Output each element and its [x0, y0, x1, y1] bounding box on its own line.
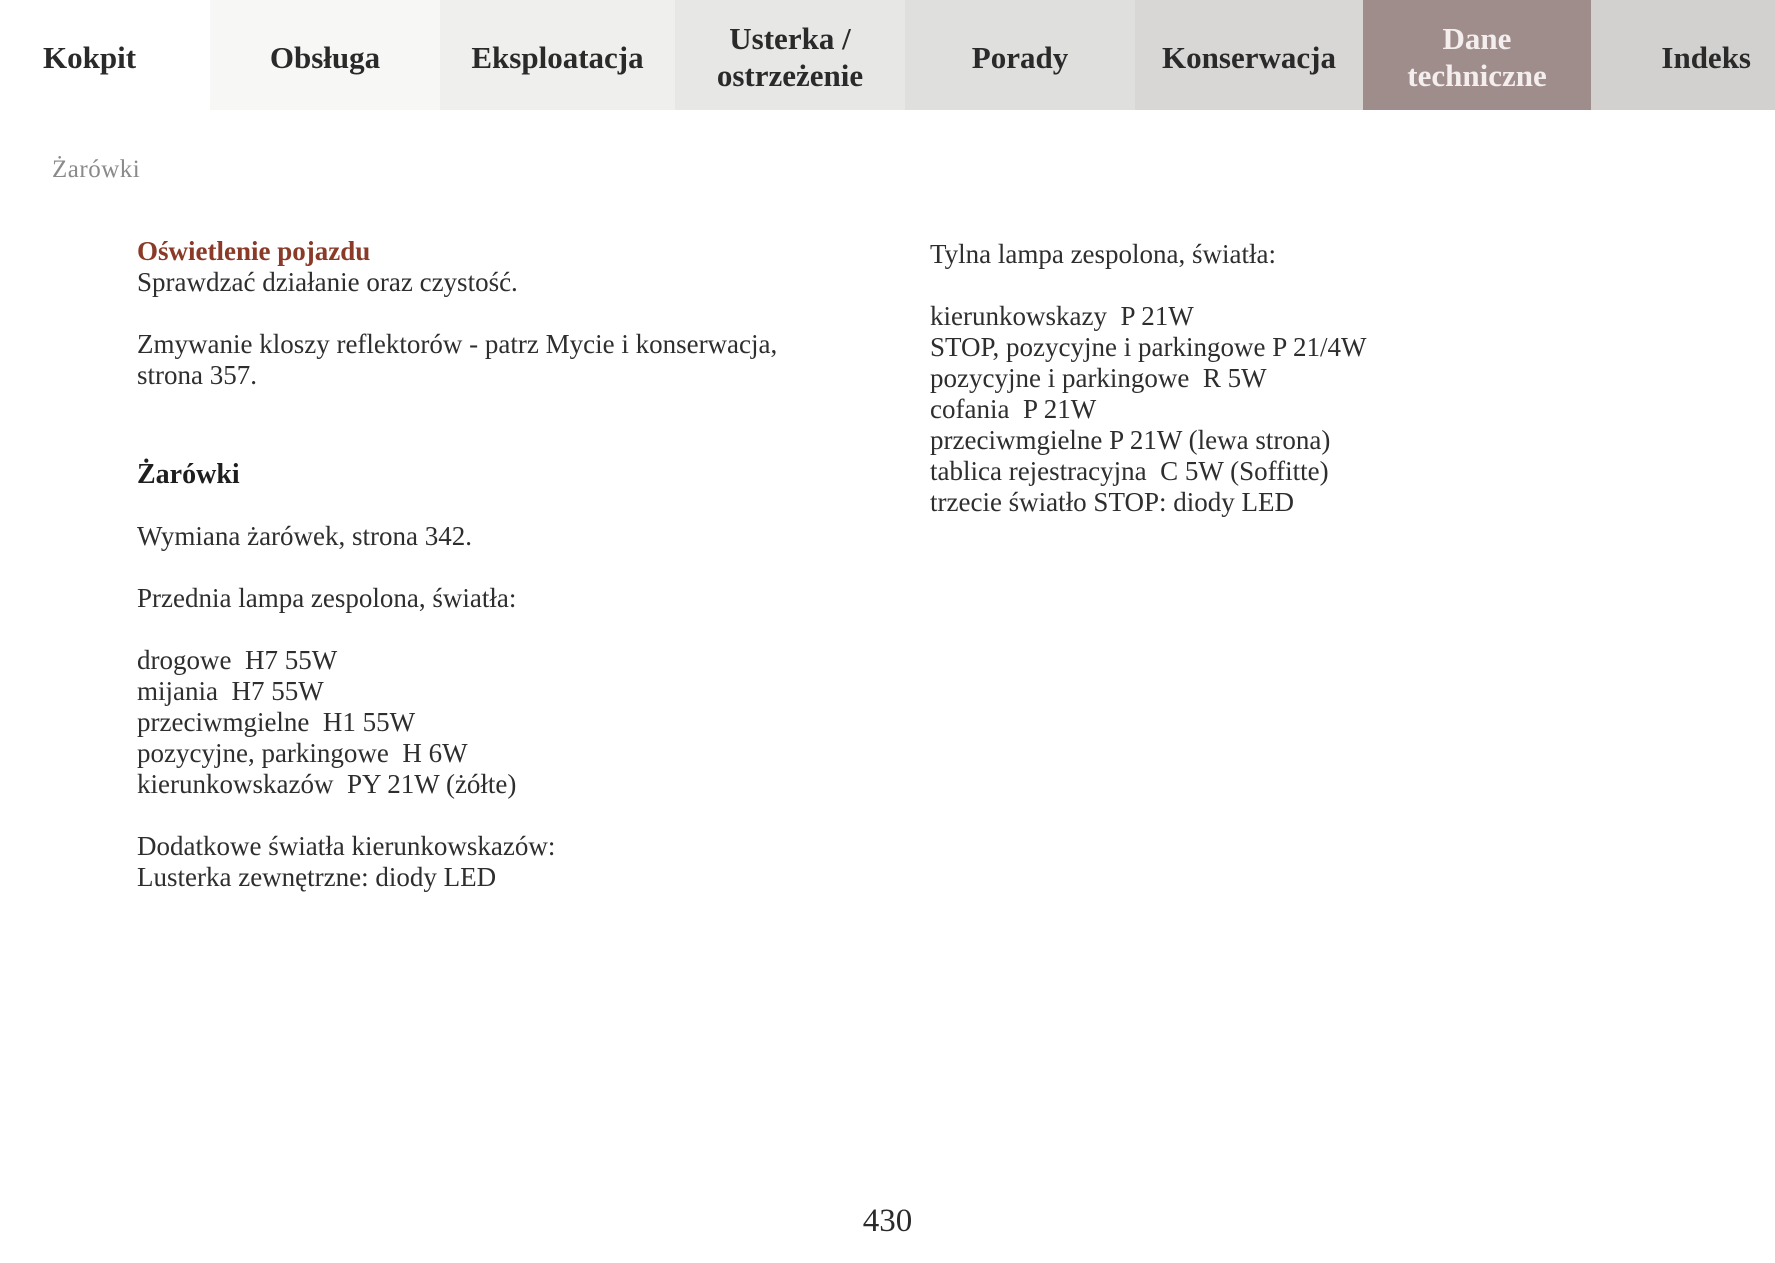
tab-kokpit[interactable]	[0, 0, 210, 110]
page-number: 430	[862, 1203, 913, 1239]
list-item: przeciwmgielne H1 55W	[137, 707, 416, 737]
tab-label: Dane techniczne	[1407, 21, 1547, 93]
list-item: trzecie światło STOP: diody LED	[930, 487, 1294, 517]
wash-text-line2: strona 357.	[137, 360, 257, 390]
tab-konserwacja[interactable]	[1135, 0, 1363, 110]
list-item: cofania P 21W	[930, 394, 1097, 424]
tab-usterka-ostrzezenie[interactable]	[675, 0, 905, 110]
section-tab-bar	[0, 0, 1775, 110]
front-lamp-title: Przednia lampa zespolona, światła:	[137, 583, 517, 613]
replace-bulbs-text: Wymiana żarówek, strona 342.	[137, 521, 473, 551]
left-column	[137, 236, 837, 893]
wash-text-line1: Zmywanie kloszy reflektorów - patrz Mycie i konserwacja,	[137, 329, 778, 359]
right-column	[930, 239, 1630, 518]
rear-lamp-title: Tylna lampa zespolona, światła:	[930, 239, 1277, 269]
extra-indicators-item: Lusterka zewnętrzne: diody LED	[137, 862, 497, 892]
extra-indicators-title: Dodatkowe światła kierunkowskazów:	[137, 831, 556, 861]
list-item: przeciwmgielne P 21W (lewa strona)	[930, 425, 1331, 455]
tab-indeks[interactable]	[1591, 0, 1775, 110]
list-item: pozycyjne, parkingowe H 6W	[137, 738, 468, 768]
rear-bulb-list	[930, 301, 1630, 518]
list-item: kierunkowskazów PY 21W (żółte)	[137, 769, 517, 799]
breadcrumb: Żarówki	[52, 156, 141, 183]
tab-eksploatacja[interactable]	[440, 0, 675, 110]
tab-label: Kokpit	[43, 39, 137, 75]
tab-label: Usterka / ostrzeżenie	[716, 21, 864, 93]
list-item: tablica rejestracyjna C 5W (Soffitte)	[930, 456, 1329, 486]
tab-dane-techniczne[interactable]	[1363, 0, 1591, 110]
tab-label: Eksploatacja	[471, 39, 644, 75]
tab-obsluga[interactable]	[210, 0, 440, 110]
check-text: Sprawdzać działanie oraz czystość.	[137, 267, 518, 297]
tab-label: Konserwacja	[1162, 39, 1336, 75]
section-title-vehicle-lighting: Oświetlenie pojazdu	[137, 236, 371, 266]
tab-label: Obsługa	[269, 39, 381, 75]
front-bulb-list	[137, 645, 837, 800]
tab-label: Porady	[971, 39, 1069, 75]
section-title-bulbs: Żarówki	[137, 459, 240, 490]
list-item: STOP, pozycyjne i parkingowe P 21/4W	[930, 332, 1367, 362]
list-item: mijania H7 55W	[137, 676, 324, 706]
list-item: pozycyjne i parkingowe R 5W	[930, 363, 1267, 393]
tab-porady[interactable]	[905, 0, 1135, 110]
tab-label: Indeks	[1661, 39, 1751, 75]
list-item: drogowe H7 55W	[137, 645, 338, 675]
list-item: kierunkowskazy P 21W	[930, 301, 1194, 331]
